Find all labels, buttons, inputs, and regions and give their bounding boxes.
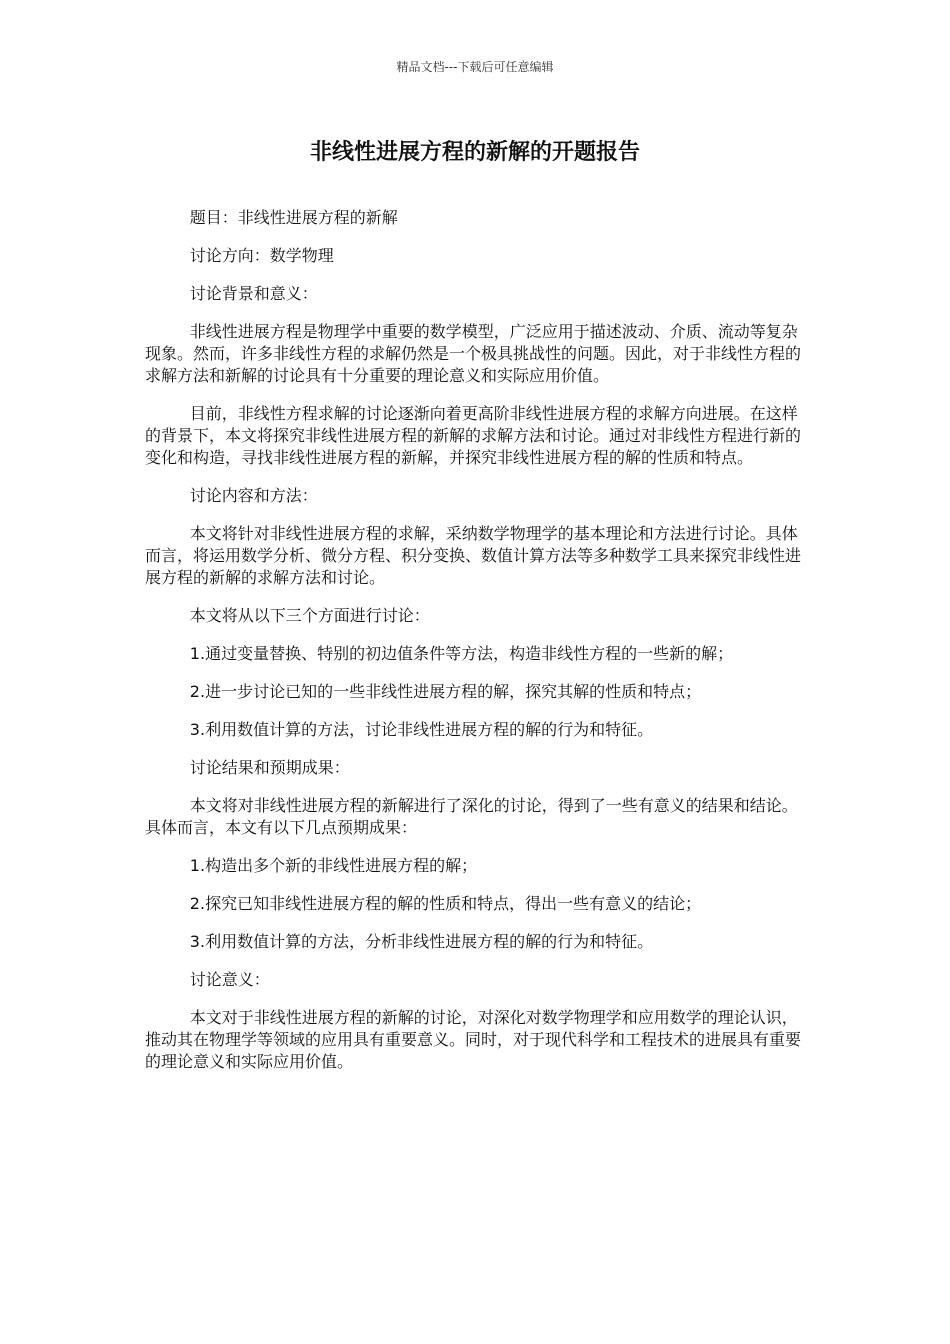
section-heading-background: 讨论背景和意义： [189, 284, 318, 303]
section-heading-results: 讨论结果和预期成果： [189, 758, 350, 777]
paragraph-results: 本文将对非线性进展方程的新解进行了深化的讨论，得到了一些有意义的结果和结论。具体而言，本文有以下几点预期成果： [145, 796, 798, 837]
paragraph-aspects-intro: 本文将从以下三个方面进行讨论： [189, 606, 430, 625]
list-item-result-2: 2.探究已知非线性进展方程的解的性质和特点，得出一些有意义的结论； [189, 894, 702, 913]
paragraph-topic: 题目：非线性进展方程的新解 [189, 208, 398, 227]
paragraph-background-2: 目前，非线性方程求解的讨论逐渐向着更高阶非线性进展方程的求解方向进展。在这样的背景下，本文将探究非线性进展方程的新解的求解方法和讨论。通过对非线性方程进行新的变化和构造，寻找非线性进展方程的新解，并探究非线性进展方程的解的性质和特点。 [145, 404, 802, 467]
section-heading-significance: 讨论意义： [189, 970, 270, 989]
paragraph-background-1: 非线性进展方程是物理学中重要的数学模型，广泛应用于描述波动、介质、流动等复杂现象。然而，许多非线性方程的求解仍然是一个极具挑战性的问题。因此，对于非线性方程的求解方法和新解的讨论具有十分重要的理论意义和实际应用价值。 [145, 322, 802, 385]
document-title: 非线性进展方程的新解的开题报告 [309, 140, 640, 165]
list-item-aspect-2: 2.进一步讨论已知的一些非线性进展方程的解，探究其解的性质和特点； [189, 682, 702, 701]
section-heading-methods: 讨论内容和方法： [189, 486, 318, 505]
list-item-aspect-1: 1.通过变量替换、特别的初边值条件等方法，构造非线性方程的一些新的解； [189, 644, 734, 663]
page-header: 精品文档---下载后可任意编辑 [396, 60, 554, 74]
paragraph-significance: 本文对于非线性进展方程的新解的讨论，对深化对数学物理学和应用数学的理论认识，推动其在物理学等领域的应用具有重要意义。同时，对于现代科学和工程技术的进展具有重要的理论意义和实际应用价值。 [145, 1008, 802, 1071]
list-item-result-3: 3.利用数值计算的方法，分析非线性进展方程的解的行为和特征。 [189, 932, 654, 951]
paragraph-direction: 讨论方向：数学物理 [189, 246, 334, 265]
list-item-aspect-3: 3.利用数值计算的方法，讨论非线性进展方程的解的行为和特征。 [189, 720, 654, 739]
list-item-result-1: 1.构造出多个新的非线性进展方程的解； [189, 856, 478, 875]
document-body [145, 207, 813, 1089]
paragraph-methods: 本文将针对非线性进展方程的求解，采纳数学物理学的基本理论和方法进行讨论。具体而言，将运用数学分析、微分方程、积分变换、数值计算方法等多种数学工具来探究非线性进展方程的新解的求解方法和讨论。 [145, 524, 802, 587]
